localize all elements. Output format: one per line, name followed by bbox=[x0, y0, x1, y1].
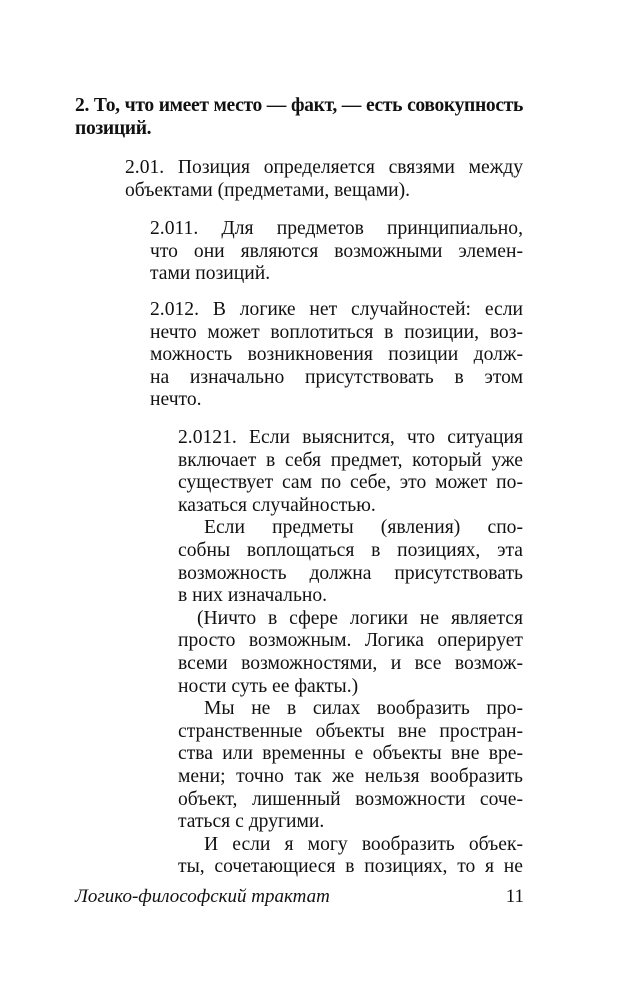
text-line: нечто. bbox=[150, 389, 202, 411]
text-line: Если предметы (явления) спо- bbox=[204, 517, 523, 539]
paragraph-2-011 bbox=[150, 218, 523, 286]
text-line: странственные объекты вне простран- bbox=[178, 720, 523, 742]
text-line: мени; точно так же нельзя вообразить bbox=[178, 765, 523, 787]
text-line: ности суть ее факты.) bbox=[178, 675, 359, 697]
text-line: собны воплощаться в позициях, эта bbox=[178, 539, 523, 561]
text-line: Мы не в силах вообразить про- bbox=[204, 698, 523, 720]
text-line: просто возможным. Логика оперирует bbox=[178, 630, 523, 652]
text-line: ства или временны е объекты вне вре- bbox=[178, 743, 523, 765]
text-line: включает в себя предмет, который уже bbox=[178, 449, 523, 471]
text-line: на изначально присутствовать в этом bbox=[150, 366, 523, 388]
text-line: объектами (предметами, вещами). bbox=[125, 179, 411, 201]
text-line: 2.0121. Если выяснится, что ситуация bbox=[178, 427, 523, 448]
text-line: И если я могу вообразить объек- bbox=[204, 833, 523, 855]
text-line: (Ничто в сфере логики не является bbox=[197, 607, 523, 629]
paragraph-2-01 bbox=[125, 157, 523, 202]
running-footer-title: Логико-философский трактат bbox=[75, 886, 330, 907]
text-line: объект, лишенный возможности сочe- bbox=[178, 788, 523, 810]
text-line: существует сам по себе, это может по- bbox=[178, 472, 523, 494]
text-line: ты, сочетающиеся в позициях, то я не bbox=[178, 856, 523, 878]
section-2-heading bbox=[75, 95, 523, 140]
text-line: казаться случайностью. bbox=[178, 494, 376, 516]
text-line: в них изначально. bbox=[178, 585, 328, 607]
text-line: возможность должна присутствовать bbox=[178, 562, 523, 584]
text-line: можность возникновения позиции долж- bbox=[150, 344, 523, 366]
text-line: нечто может воплотиться в позиции, воз- bbox=[150, 321, 523, 343]
text-line: всеми возможностями, и все возмож- bbox=[178, 652, 523, 674]
text-line: что они являются возможными элемен- bbox=[150, 240, 523, 262]
text-line: 2.01. Позиция определяется связями между bbox=[125, 157, 523, 178]
text-line: 2.011. Для предметов принципиально, bbox=[150, 218, 523, 239]
text-line: тами позиций. bbox=[150, 263, 271, 285]
paragraph-2-012 bbox=[150, 299, 523, 412]
text-line: 2.012. В логике нет случайностей: если bbox=[150, 299, 523, 320]
text-line: позиций. bbox=[75, 117, 152, 139]
page-number: 11 bbox=[505, 886, 524, 907]
paragraph-2-0121 bbox=[178, 427, 523, 879]
text-line: 2. То, что имеет место — факт, — есть совокупность bbox=[75, 95, 523, 116]
text-line: таться с другими. bbox=[178, 811, 325, 833]
